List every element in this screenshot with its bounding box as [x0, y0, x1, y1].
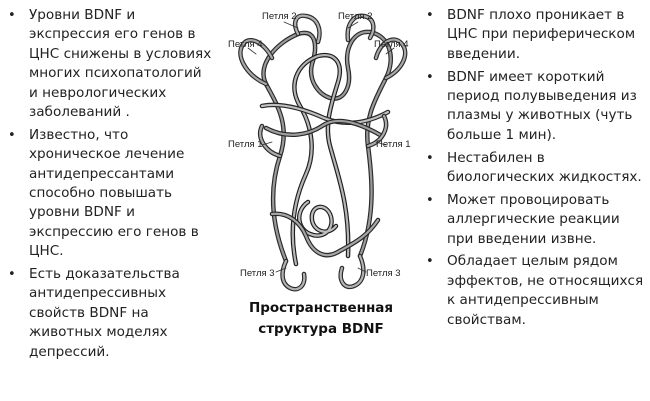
bullet-text: BDNF имеет короткий период полувыведения из плазмы у животных (чуть больше 1 мин).: [447, 68, 637, 143]
bullet-icon: •: [8, 267, 16, 283]
loop4-left-label: Петля 4: [228, 39, 263, 50]
loop3-left-label: Петля 3: [240, 268, 275, 279]
loop2-left-label: Петля 2: [262, 11, 297, 22]
caption-line-2: структура BDNF: [258, 321, 384, 337]
left-bullet-list: [8, 6, 214, 365]
loop1-left-label: Петля 1: [228, 139, 263, 150]
loop1-right-label: Петля 1: [376, 139, 411, 150]
bullet-icon: •: [426, 192, 434, 208]
list-item: [426, 191, 648, 249]
list-item: [426, 252, 648, 330]
bullet-text: Есть доказательства антидепрессивных свойств BDNF на животных моделях депрессий.: [29, 266, 180, 360]
bullet-icon: •: [8, 8, 16, 23]
figure-caption: [226, 298, 416, 340]
bullet-icon: •: [426, 8, 434, 23]
loop3-right-label: Петля 3: [366, 268, 401, 279]
list-item: [8, 265, 214, 362]
bullet-icon: •: [426, 69, 434, 85]
caption-line-1: Пространственная: [248, 300, 394, 316]
list-item: [426, 68, 648, 146]
bullet-icon: •: [426, 150, 434, 166]
bdnf-structure-figure: [226, 6, 416, 296]
bullet-text: Уровни BDNF и экспрессия его генов в ЦНС снижены в условиях многих психопатологий и неврологических заболеваний .: [29, 7, 212, 121]
list-item: [426, 6, 648, 64]
bullet-text: Обладает целым рядом эффектов, не относящихся к антидепрессивным свойствам.: [447, 253, 644, 328]
bullet-text: Нестабилен в биологических жидкостях.: [447, 149, 642, 186]
bullet-icon: •: [426, 254, 434, 270]
bullet-text: Известно, что хроническое лечение антидепрессантами способно повышать уровни BDNF и экспрессию его генов в ЦНС.: [29, 126, 199, 260]
bullet-text: Может провоцировать аллергические реакции при введении извне.: [447, 191, 620, 247]
list-item: [8, 126, 214, 262]
list-item: [8, 6, 214, 122]
loop4-right-label: Петля 4: [374, 39, 409, 50]
right-bullet-list: [426, 6, 648, 333]
bullet-text: BDNF плохо проникает в ЦНС при периферическом введении.: [447, 7, 636, 62]
list-item: [426, 149, 648, 188]
loop2-right-label: Петля 2: [338, 11, 373, 22]
bullet-icon: •: [8, 127, 16, 143]
